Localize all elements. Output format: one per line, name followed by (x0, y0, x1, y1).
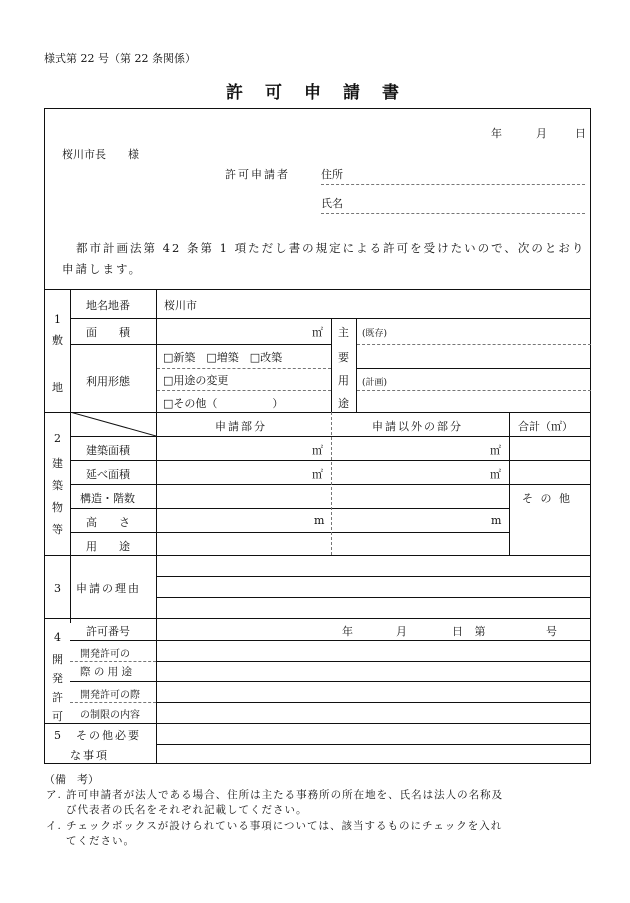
floor-area-label: 延べ面積 (86, 468, 130, 481)
height-unit-applied: m (314, 514, 325, 527)
section2-char-3: 物 (52, 501, 63, 514)
note-i-line1: イ. チェックボックスが設けられている事項については、該当するものにチェックを入れ (46, 820, 503, 832)
name-label: 氏名 (321, 197, 343, 210)
section4-char-3: 許 (52, 691, 63, 704)
lot-value: 桜川市 (164, 299, 197, 312)
planned-label: (計画) (362, 378, 388, 388)
floor-area-unit-applied: ㎡ (312, 468, 323, 481)
floor-area-unit-other: ㎡ (490, 468, 501, 481)
col-total: 合計（㎡） (518, 420, 573, 433)
date-month: 月 (536, 127, 547, 140)
section2-char-4: 等 (52, 523, 63, 536)
building-area-unit-other: ㎡ (490, 444, 501, 457)
date-day: 日 (575, 127, 586, 140)
use-options-row3: □その他（ ） (163, 397, 284, 410)
notes-heading: （備 考） (44, 773, 99, 786)
section1-char-1: 敷 (52, 334, 63, 347)
intro-text-line1: 都市計画法第 42 条第 1 項ただし書の規定による許可を受けたいので、次のとおり (76, 241, 586, 255)
main-use-char-4: 途 (338, 397, 349, 410)
section2-number: 2 (54, 432, 61, 445)
building-area-unit-applied: ㎡ (312, 444, 323, 457)
lot-label: 地名地番 (86, 299, 130, 312)
section4-number: 4 (54, 631, 61, 644)
note-a-line1: ア. 許可申請者が法人である場合、住所は主たる事務所の所在地を、氏名は法人の名称及 (46, 789, 504, 801)
dev-use-label-1: 開発許可の (80, 649, 130, 660)
main-use-char-1: 主 (338, 326, 349, 339)
addressee: 桜川市長 様 (62, 148, 139, 161)
height-unit-other: m (491, 514, 502, 527)
diagonal-corner (70, 412, 156, 436)
address-line (321, 184, 585, 185)
date-year: 年 (491, 127, 502, 140)
area-label: 面 積 (86, 326, 130, 339)
note-a-line2: び代表者の氏名をそれぞれ記載してください。 (66, 804, 308, 816)
section1-char-2: 地 (52, 381, 63, 394)
form-number: 様式第 22 号（第 22 条関係） (44, 52, 196, 65)
other-matters-label-1: 5 その他必要 (54, 729, 141, 742)
permit-day-no: 日 第 (452, 625, 490, 638)
note-i-line2: てください。 (66, 835, 135, 847)
permit-month: 月 (396, 625, 407, 638)
structure-label: 構造・階数 (80, 492, 135, 505)
section4-char-2: 発 (52, 672, 63, 685)
page-title: 許可申請書 (226, 83, 421, 103)
col-applied: 申請部分 (215, 420, 267, 433)
section4-char-4: 可 (52, 710, 63, 723)
section4-char-1: 開 (52, 653, 63, 666)
other-matters-label-2: な事項 (70, 749, 109, 762)
main-use-char-3: 用 (338, 374, 349, 387)
use-options-row2: □用途の変更 (163, 374, 229, 387)
purpose-label: 用 途 (86, 540, 130, 553)
area-unit: ㎡ (312, 326, 323, 339)
main-use-char-2: 要 (338, 351, 349, 364)
section2-char-1: 建 (52, 457, 63, 470)
permit-go: 号 (546, 625, 557, 638)
col-other: 申請以外の部分 (372, 420, 463, 433)
section2-char-2: 築 (52, 479, 63, 492)
permit-no-label: 許可番号 (86, 625, 130, 638)
address-label: 住所 (321, 168, 343, 181)
applicant-label: 許可申請者 (225, 168, 290, 181)
dev-use-label-2: 際 の 用 途 (80, 666, 133, 678)
use-options-row1: □新築 □増築 □改築 (163, 351, 283, 364)
section1-number: 1 (54, 313, 61, 326)
permit-year: 年 (342, 625, 353, 638)
height-label: 高 さ (86, 516, 130, 529)
dev-restrict-label-2: の制限の内容 (80, 710, 140, 721)
building-area-label: 建築面積 (86, 444, 130, 457)
dev-restrict-label-1: 開発許可の際 (80, 690, 140, 701)
use-type-label: 利用形態 (86, 375, 130, 388)
other-label: そ の 他 (522, 492, 572, 505)
existing-label: (既存) (362, 329, 388, 339)
name-line (321, 213, 585, 214)
intro-text-line2: 申請します。 (62, 262, 143, 276)
reason-label: 3 申請の理由 (54, 582, 141, 595)
